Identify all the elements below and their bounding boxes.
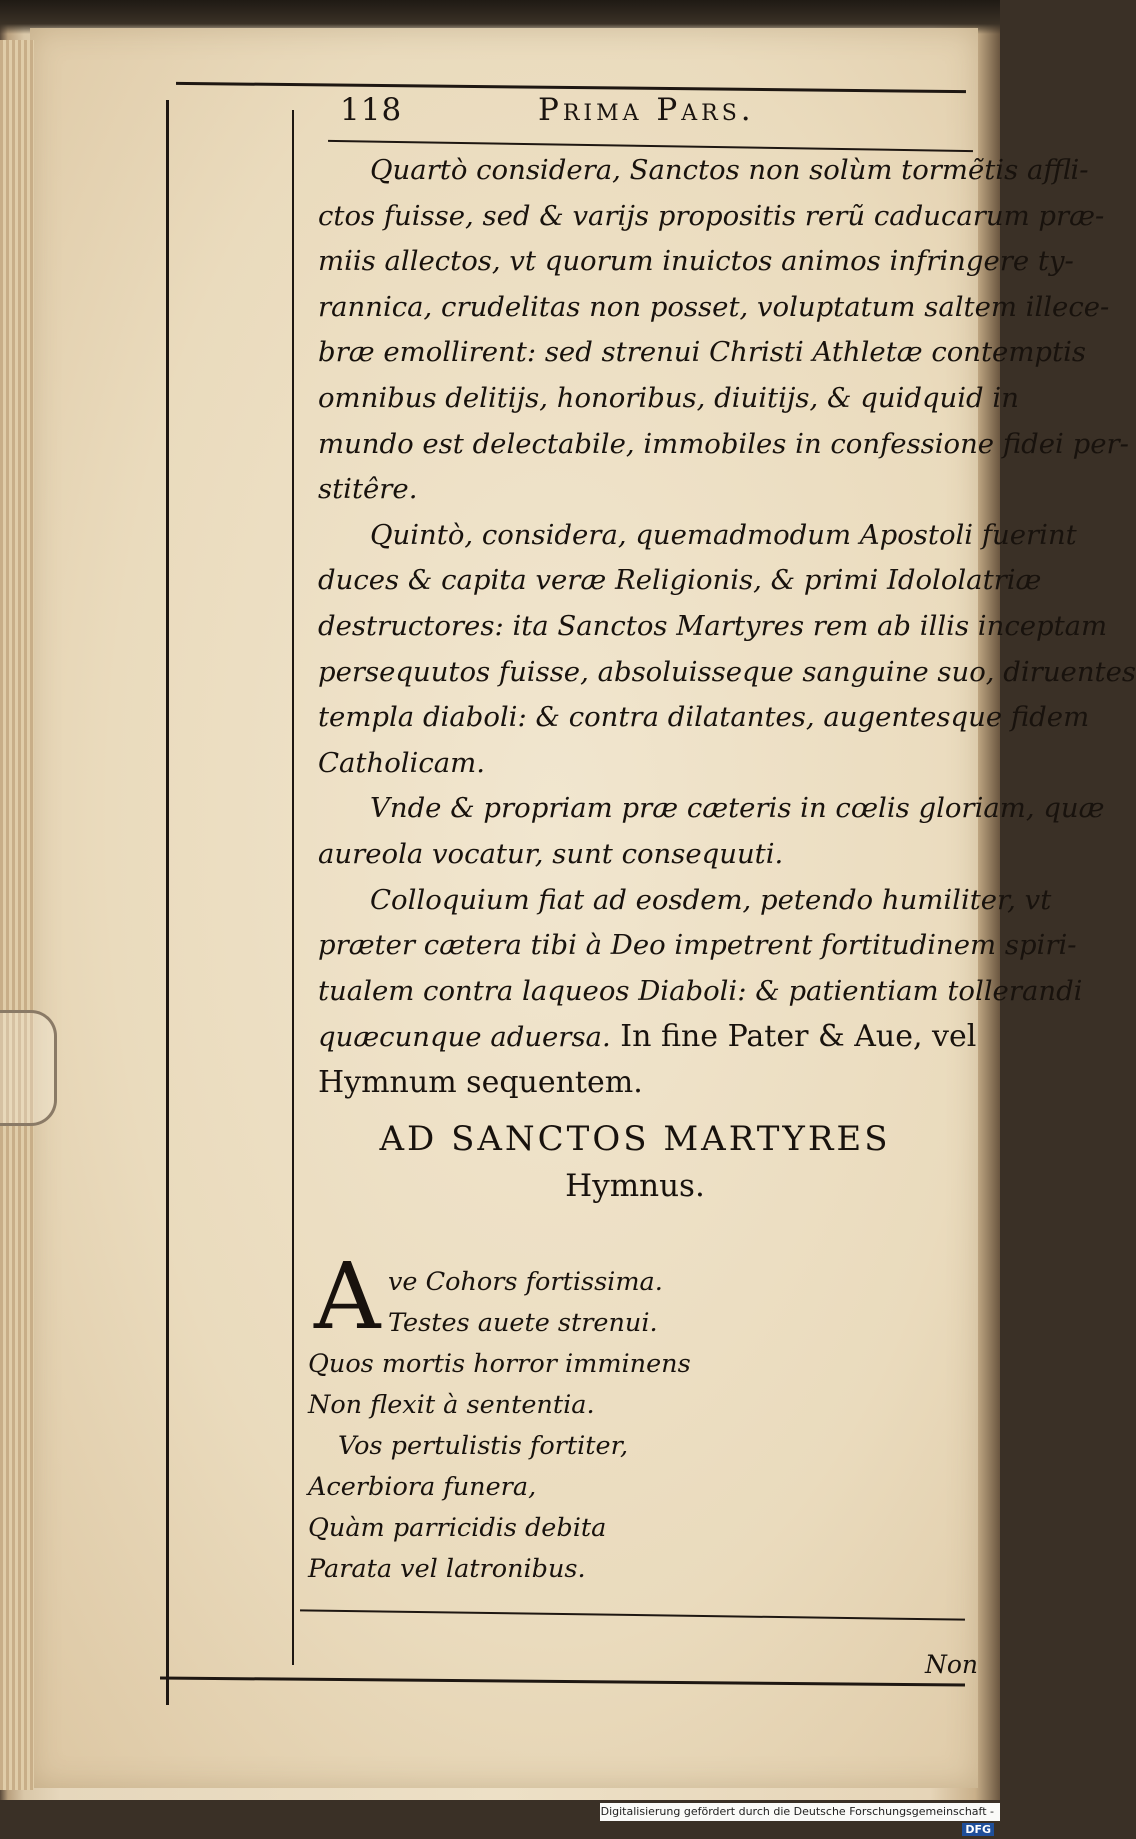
body-text bbox=[318, 148, 1136, 1105]
text-line: præter cætera tibi à Deo impetrent fortitudinem spiri- bbox=[318, 929, 1077, 962]
dfg-logo: DFG bbox=[962, 1823, 994, 1836]
catchword: Non bbox=[925, 1650, 979, 1679]
text-line: Hymnum sequentem. bbox=[318, 1064, 643, 1100]
text-line: Colloquium fiat ad eosdem, petendo humiliter, vt bbox=[370, 883, 1052, 916]
hymn-line: Non flexit à sententia. bbox=[308, 1390, 595, 1420]
page-stack-edge bbox=[0, 40, 34, 1790]
text-line: bræ emollirent: sed strenui Christi Athletæ contemptis bbox=[318, 336, 1086, 369]
text-line: destructores: ita Sanctos Martyres rem ab illis inceptam bbox=[318, 609, 1108, 642]
running-header bbox=[340, 92, 930, 142]
hymn-line: Testes auete strenui. bbox=[388, 1308, 658, 1338]
frame-left-rule-inner bbox=[292, 110, 294, 1665]
text-line: templa diaboli: & contra dilatantes, augentesque fidem bbox=[318, 701, 1090, 734]
hymn-heading bbox=[330, 1114, 940, 1208]
text-line: persequutos fuisse, absoluisseque sanguine suo, diruentes bbox=[318, 655, 1136, 688]
text-line: Quintò, considera, quemadmodum Apostoli fuerint bbox=[370, 518, 1077, 551]
text-roman-part: In fine Pater & Aue, vel bbox=[610, 1019, 977, 1055]
text-line: rannica, crudelitas non posset, voluptatum saltem illece- bbox=[318, 290, 1110, 323]
text-line: tualem contra laqueos Diaboli: & patientiam tollerandi bbox=[318, 974, 1083, 1007]
running-title: Prima Pars. bbox=[538, 92, 755, 128]
drop-cap: A bbox=[314, 1243, 381, 1350]
frame-left-rule-outer bbox=[166, 100, 169, 1705]
hymn-verses bbox=[308, 1262, 908, 1590]
text-line-mixed bbox=[318, 1014, 978, 1060]
hymn-line: Quos mortis horror imminens bbox=[308, 1349, 691, 1379]
text-line: stitêre. bbox=[318, 473, 418, 506]
text-line: aureola vocatur, sunt consequuti. bbox=[318, 837, 784, 870]
text-line: Catholicam. bbox=[318, 746, 485, 779]
hymn-line: Acerbiora funera, bbox=[308, 1472, 537, 1502]
hymn-title: AD SANCTOS MARTYRES bbox=[379, 1119, 891, 1159]
text-line: Vnde & propriam præ cæteris in cœlis gloriam, quæ bbox=[370, 792, 1105, 825]
hymn-subtitle: Hymnus. bbox=[565, 1168, 705, 1204]
clasp-outline bbox=[0, 1010, 57, 1126]
text-line: duces & capita veræ Religionis, & primi Idololatriæ bbox=[318, 564, 1042, 597]
text-line: miis allectos, vt quorum inuictos animos infringere ty- bbox=[318, 245, 1074, 278]
hymn-line: Parata vel latronibus. bbox=[308, 1554, 586, 1584]
digitization-credit bbox=[600, 1803, 1000, 1836]
text-line: omnibus delitijs, honoribus, diuitijs, & quidquid in bbox=[318, 381, 1019, 414]
page-number: 118 bbox=[340, 92, 403, 128]
text-line: Quartò considera, Sanctos non solùm tormẽtis affli- bbox=[370, 154, 1089, 186]
hymn-line: Quàm parricidis debita bbox=[308, 1513, 607, 1543]
hymn-line: Vos pertulistis fortiter, bbox=[338, 1431, 629, 1461]
hymn-line: ve Cohors fortissima. bbox=[388, 1267, 663, 1297]
text-line: mundo est delectabile, immobiles in confessione fidei per- bbox=[318, 427, 1129, 460]
text-italic-part: quæcunque aduersa. bbox=[318, 1021, 611, 1054]
text-line: ctos fuisse, sed & varijs propositis rerũ caducarum præ- bbox=[318, 199, 1105, 232]
credit-text: Digitalisierung gefördert durch die Deutsche Forschungsgemeinschaft - bbox=[600, 1805, 994, 1818]
